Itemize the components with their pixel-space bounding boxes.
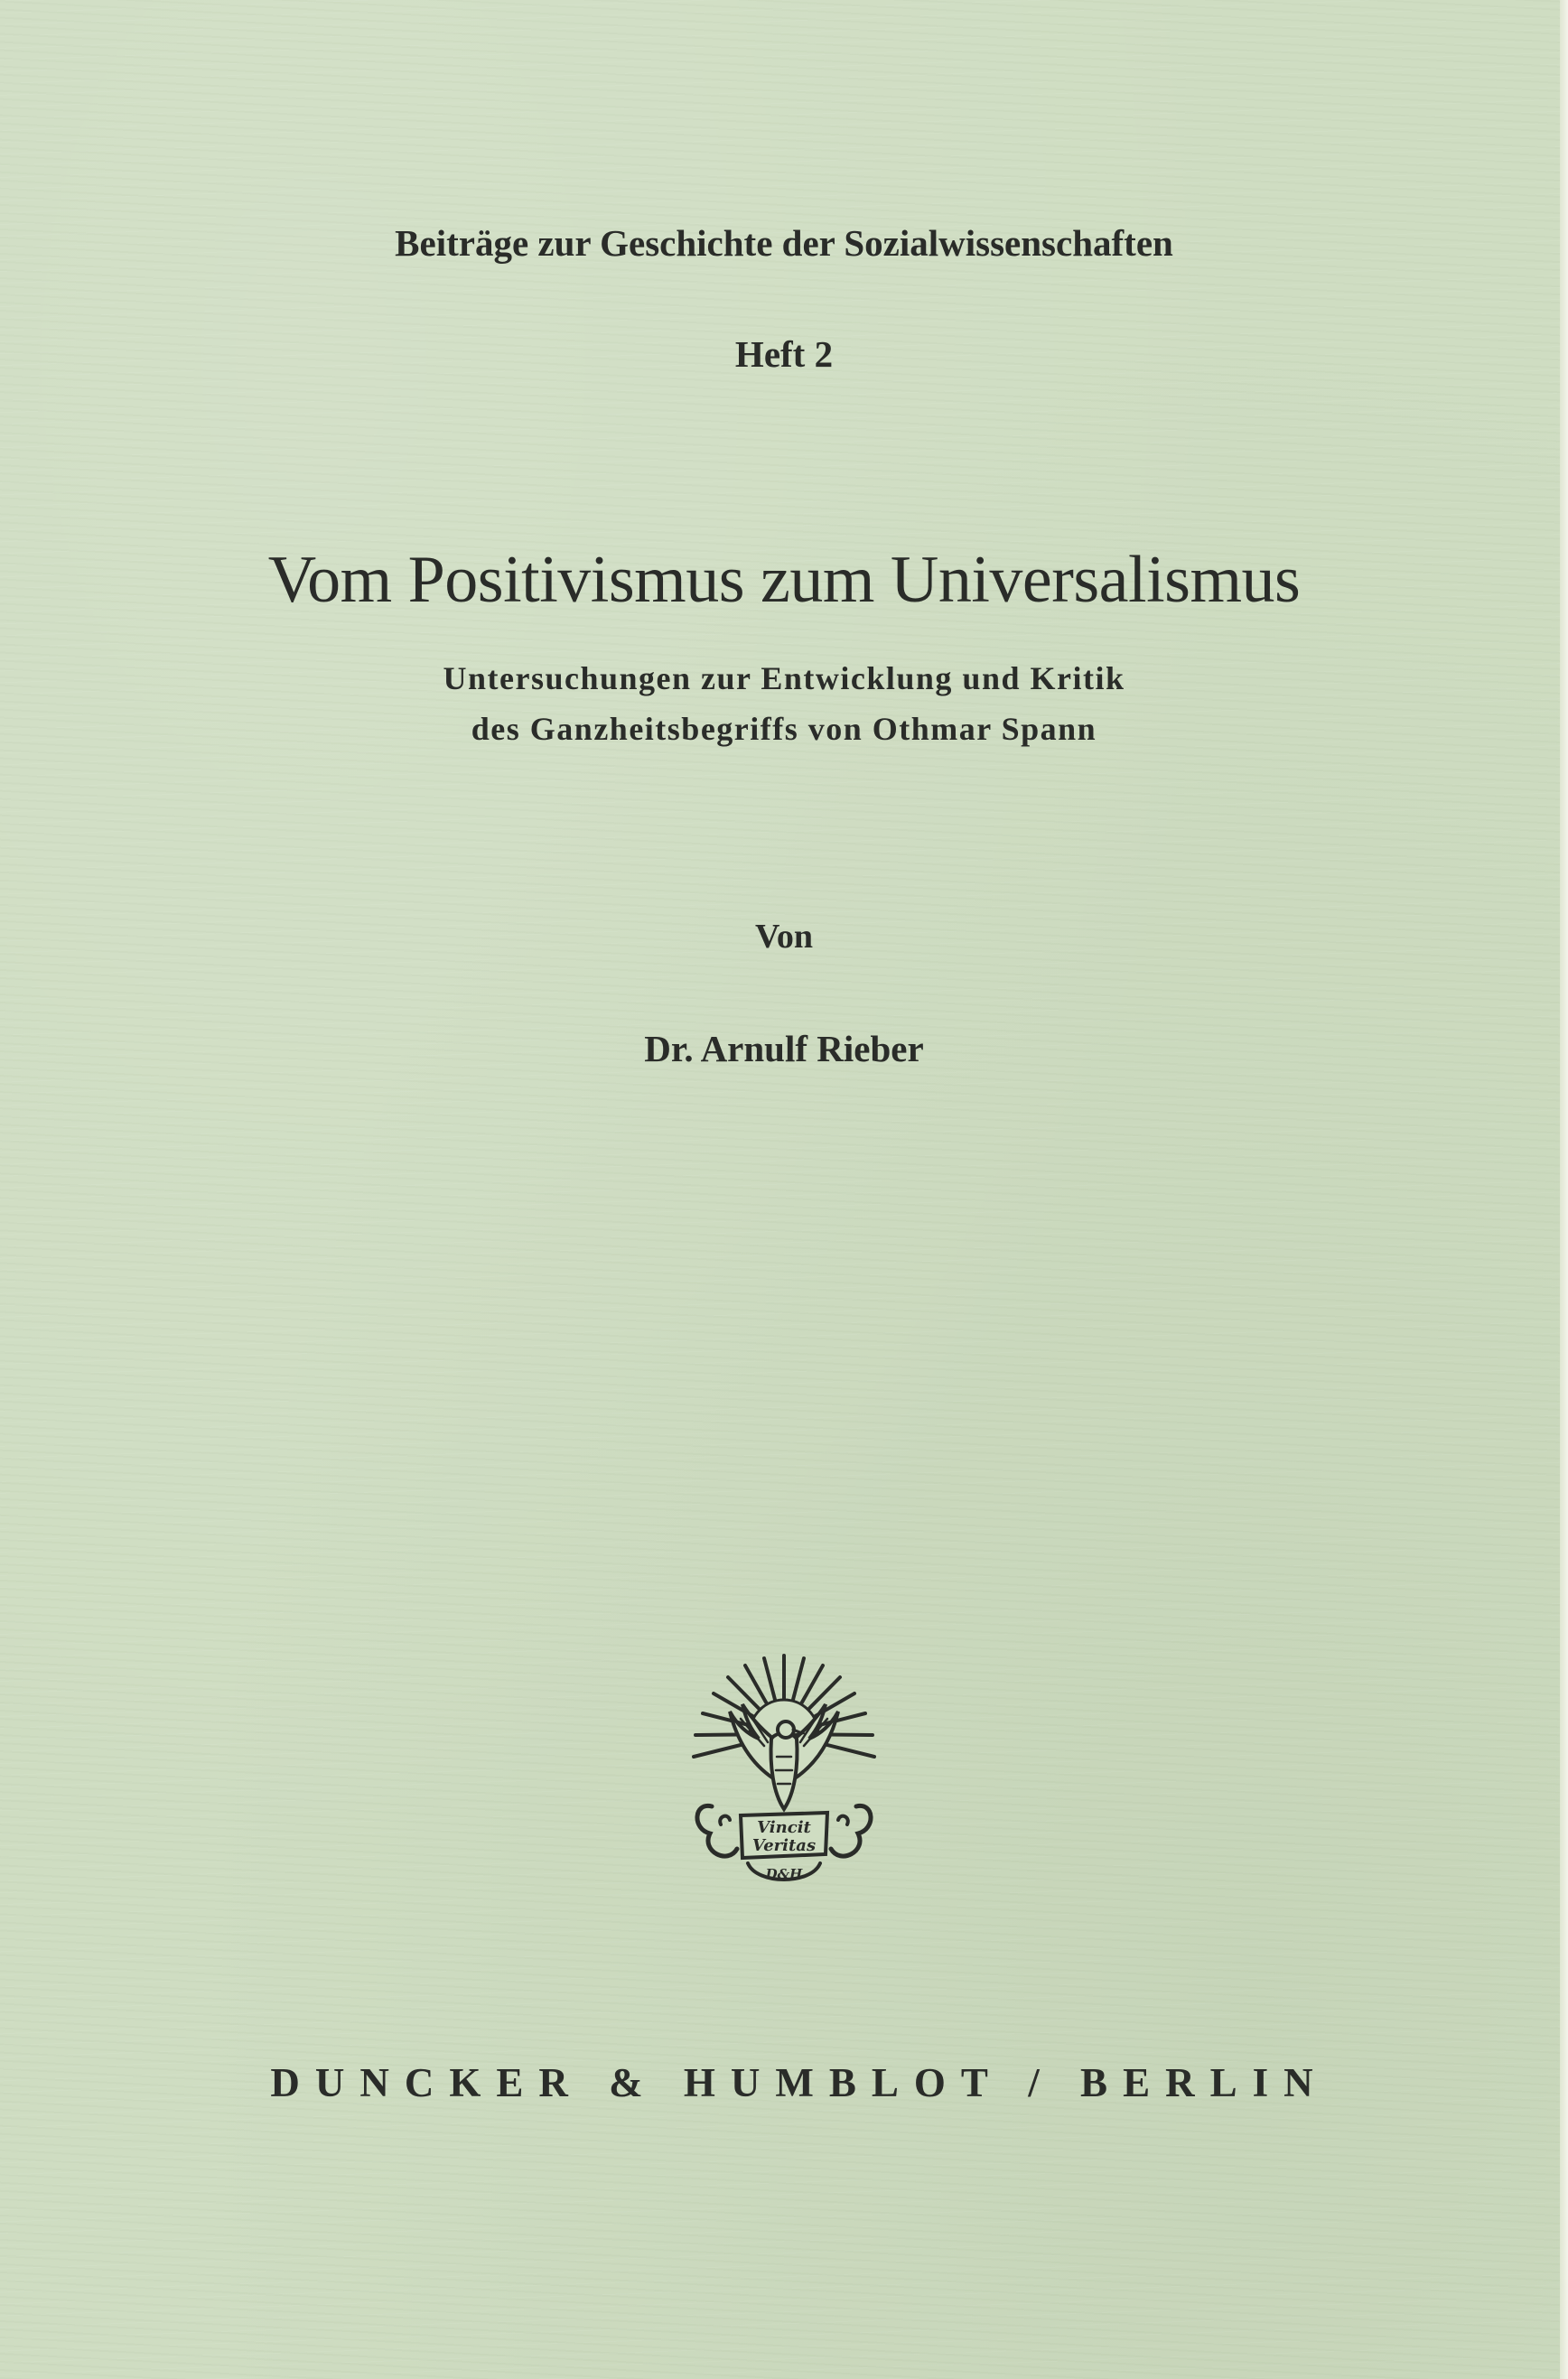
by-label: Von — [754, 918, 814, 956]
volume-number: Heft 2 — [734, 333, 834, 375]
author-name: Dr. Arnulf Rieber — [644, 1028, 924, 1069]
series-title: Beiträge zur Geschichte der Sozialwissenschaften — [395, 222, 1173, 264]
logo-motto-line-2: Veritas — [751, 1836, 817, 1855]
eagle-emblem-icon — [685, 1648, 883, 1892]
subtitle-line-2: des Ganzheitsbegriffs von Othmar Spann — [471, 711, 1097, 747]
publisher-imprint: DUNCKER & HUMBLOT / BERLIN — [270, 2060, 1329, 2105]
book-title: Vom Positivismus zum Universalismus — [267, 543, 1301, 617]
logo-motto-line-1: Vincit — [757, 1818, 811, 1837]
subtitle-line-1: Untersuchungen zur Entwicklung und Kritik — [443, 660, 1125, 696]
logo-initials: D&H — [765, 1866, 803, 1882]
